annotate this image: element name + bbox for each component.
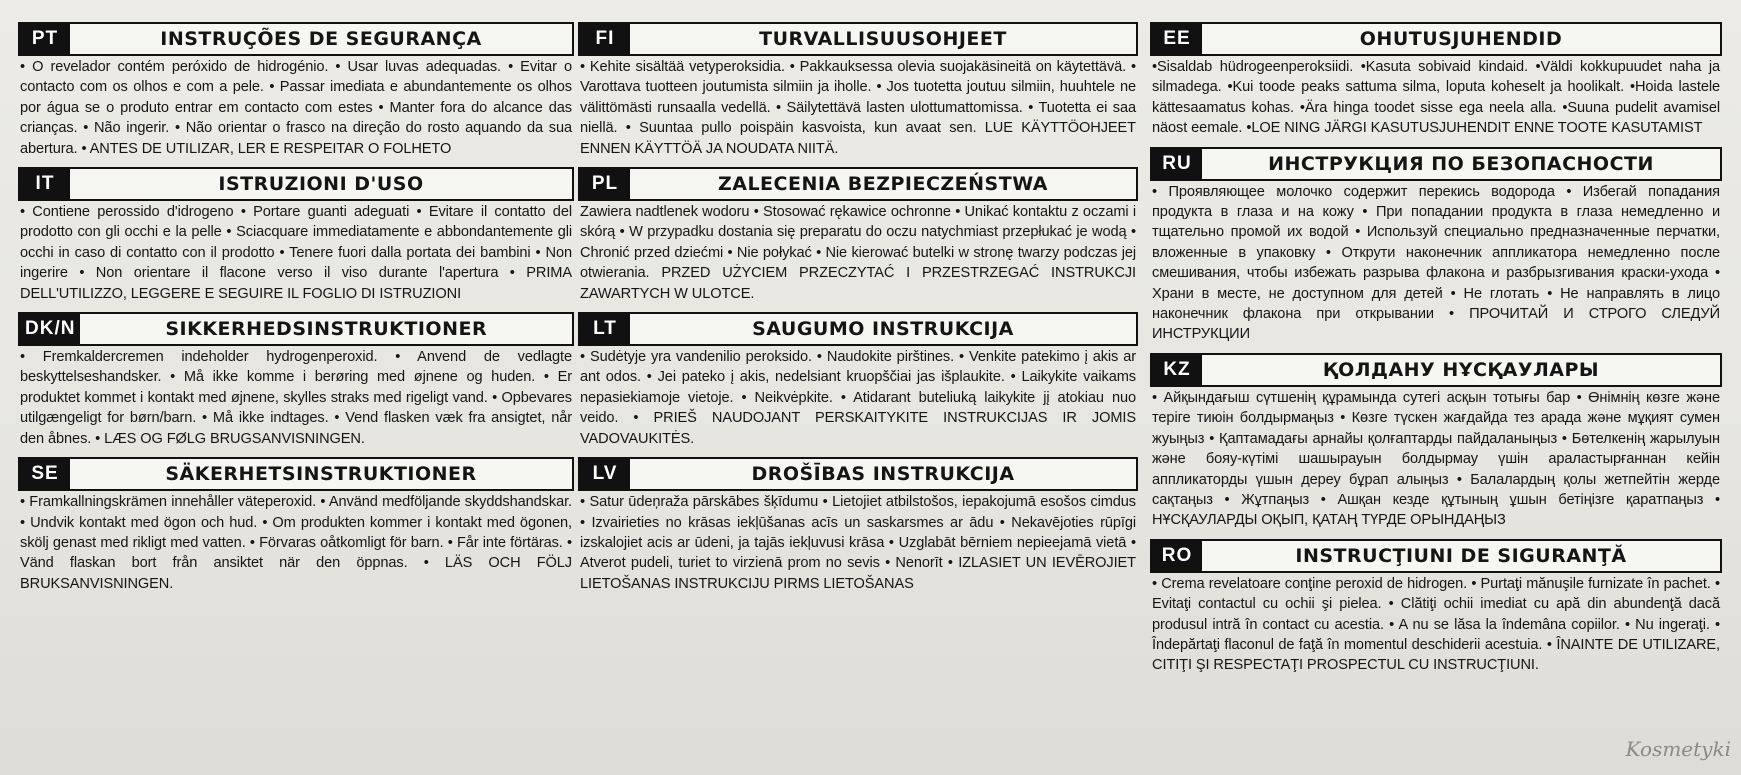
language-code: IT bbox=[20, 169, 70, 199]
section-text: •Sisaldab hüdrogeenperoksiidi. •Kasuta sobivaid kindaid. •Väldi kokkupuudet naha ja silmadega. •Kui toode peaks sattuma silma, loputa koheselt ja hoolikalt. •Hoida lastele kättesaamatus kohas. •Ära hinga toodet sisse ega neela alla. •Suuna pudelit avamisel näost eemale. •LOE NING JÄRGI KASUTUSJUHENDIT ENNE TOOTE KASUTAMIST bbox=[1152, 59, 1720, 137]
section-header bbox=[578, 312, 1138, 346]
column-middle bbox=[578, 22, 1138, 602]
section-pt bbox=[18, 22, 574, 159]
section-header bbox=[1150, 353, 1722, 387]
section-title: TURVALLISUUSOHJEET bbox=[759, 28, 1007, 50]
language-code: KZ bbox=[1152, 355, 1202, 385]
language-code: DK/N bbox=[20, 314, 80, 344]
section-header bbox=[18, 457, 574, 491]
language-code: LV bbox=[580, 459, 630, 489]
section-title: OHUTUSJUHENDID bbox=[1359, 28, 1563, 50]
section-header bbox=[18, 312, 574, 346]
section-header bbox=[578, 22, 1138, 56]
section-text: • Айқындағыш сүтшенің құрамында сутегі асқын тотығы бар • Өнімнің көзге және теріге тиюін болдырмаңыз • Көзге түскен жағдайда тез арада және мұқият сумен жуыңыз • Қаптамадағы арнайы қолғаптарды пайдаланыңыз • Бөтелкенің жарылуын және бояу-күтімі шашырауын болдырмау үшін араластырғаннан кейін аппликаторды үшын дереу бұрап алыңыз • Балалардың қолы жетпейтін жерде сақтаңыз • Жұтпаңыз • Ашқан кезде құтының ұшын бетіңізге қаратпаңыз • НҰСҚАУЛАРДЫ ОҚЫП, ҚАТАҢ ТҮРДЕ ОРЫНДАҢЫЗ bbox=[1152, 389, 1720, 529]
language-code: FI bbox=[580, 24, 630, 54]
section-title: ZALECENIA BEZPIECZEŃSTWA bbox=[717, 173, 1049, 196]
language-code: EE bbox=[1152, 24, 1202, 54]
section-it bbox=[18, 167, 574, 304]
section-title: ИНСТРУКЦИЯ ПО БЕЗОПАСНОСТИ bbox=[1268, 152, 1654, 175]
column-left bbox=[18, 22, 574, 602]
section-title: SAUGUMO INSTRUKCIJA bbox=[752, 318, 1014, 341]
language-code: PT bbox=[20, 24, 70, 54]
language-code: SE bbox=[20, 459, 70, 489]
section-title: INSTRUCŢIUNI DE SIGURANŢĂ bbox=[1295, 544, 1627, 567]
section-header bbox=[578, 167, 1138, 201]
section-title: ҚОЛДАНУ НҰСҚАУЛАРЫ bbox=[1322, 358, 1600, 381]
section-se bbox=[18, 457, 574, 594]
section-title: ISTRUZIONI D'USO bbox=[218, 173, 424, 196]
section-fi bbox=[578, 22, 1138, 159]
language-code: PL bbox=[580, 169, 630, 199]
section-text: • Kehite sisältää vetyperoksidia. • Pakkauksessa olevia suojakäsineitä on käytettävä. • Varottava tuotteen joutumista silmiin ja iholle. • Jos tuotetta joutuu silmiin, huuhtele ne välittömästi runsaalla vedellä. • Säilytettävä lasten ulottumattomissa. • Tuotetta ei saa niellä. • Suuntaa pullo poispäin kasvoista, kun avaat sen. LUE KÄYTTÖOHJEET ENNEN KÄYTTÖÄ JA NOUDATA NIITÄ. bbox=[580, 59, 1136, 157]
section-text: • Crema revelatoare conţine peroxid de hidrogen. • Purtaţi mănuşile furnizate în pachet. • Evitaţi contactul cu ochii şi pielea. • Clătiţi ochii imediat cu apă din abundenţă dacă produsul intră în contact cu acestia. • A nu se lăsa la îndemâna copiilor. • Nu ingeraţi. • Îndepărtaţi flaconul de faţă în momentul deschiderii acestuia. • ÎNAINTE DE UTILIZARE, CITIŢI ŞI RESPECTAŢI PROSPECTUL CU INSTRUCŢIUNI. bbox=[1152, 575, 1720, 674]
section-title: DROŠĪBAS INSTRUKCIJA bbox=[751, 463, 1015, 486]
section-ee bbox=[1150, 22, 1722, 139]
section-text: • Framkallningskrämen innehåller väteperoxid. • Använd medföljande skyddshandskar. • Undvik kontakt med ögon och hud. • Om produkten kommer i kontakt med ögonen, skölj genast med rikligt med vatten. • Förvaras oåtkomligt för barn. • Får inte förtäras. • Vänd flaskan bort från ansiktet när den öppnas. • LÄS OCH FÖLJ BRUKSANVISNINGEN. bbox=[20, 494, 572, 592]
section-ro bbox=[1150, 539, 1722, 676]
section-ru bbox=[1150, 147, 1722, 345]
section-title: INSTRUÇÕES DE SEGURANÇA bbox=[160, 28, 482, 50]
section-lv bbox=[578, 457, 1138, 594]
section-text: • Contiene perossido d'idrogeno • Portare guanti adeguati • Evitare il contatto del prodotto con gli occhi e la pelle • Sciacquare immediatamente e abbondantemente gli occhi in caso di contatto con il prodotto • Tenere fuori dalla portata dei bambini • Non ingerire • Non orientare il flacone verso il viso durante l'apertura • PRIMA DELL'UTILIZZO, LEGGERE E SEGUIRE IL FOGLIO DI ISTRUZIONI bbox=[20, 204, 572, 302]
column-right bbox=[1150, 22, 1722, 684]
section-pl bbox=[578, 167, 1138, 304]
section-header bbox=[1150, 539, 1722, 573]
section-text: • Проявляющее молочко содержит перекись водорода • Избегай попадания продукта в глаза и на кожу • При попадании продукта в глаза немедленно и тщательно промой их водой • Используй специально предназначенные перчатки, вложенные в упаковку • Открути наконечник аппликатора немедленно после смешивания, чтобы избежать разрыва флакона и разбрызгивания краски-ухода • Храни в месте, не доступном для детей • Не глотать • Не направлять в лицо наконечник флакона при открывании • ПРОЧИТАЙ И СТРОГО СЛЕДУЙ ИНСТРУКЦИИ bbox=[1152, 183, 1720, 343]
section-text: • Satur ūdeņraža pārskābes šķīdumu • Lietojiet atbilstošos, iepakojumā esošos cimdus • Izvairieties no krāsas iekļūšanas acīs un saskarsmes ar ādu • Nekavējoties rūpīgi izskalojiet acis ar ūdeni, ja tajās iekļuvusi krāsa • Uzglabāt bērniem nepieejamā vietā • Atverot pudeli, turiet to virzienā prom no sevis • Nenorīt • IZLASIET UN IEVĒROJIET LIETOŠANAS INSTRUKCIJU PIRMS LIETOŠANAS bbox=[580, 494, 1136, 592]
section-header bbox=[578, 457, 1138, 491]
language-code: RU bbox=[1152, 149, 1202, 179]
section-header bbox=[18, 22, 574, 56]
section-header bbox=[1150, 147, 1722, 181]
section-kz bbox=[1150, 353, 1722, 531]
section-text: • Sudėtyje yra vandenilio peroksido. • Naudokite pirštines. • Venkite patekimo į akis ar ant odos. • Jei pateko į akis, nedelsiant kruopščiai jas išplaukite. • Laikykite vaikams nepasiekiamoje vietoje. • Neikvėpkite. • Atidarant buteliuką laikykite jį atokiau nuo veido. • PRIEŠ NAUDOJANT PERSKAITYKITE INSTRUKCIJAS IR JOMIS VADOVAUKITĖS. bbox=[580, 349, 1136, 447]
language-code: LT bbox=[580, 314, 630, 344]
watermark: Kosmetyki bbox=[1625, 737, 1731, 761]
section-text: • O revelador contém peróxido de hidrogénio. • Usar luvas adequadas. • Evitar o contacto com os olhos e com a pele. • Passar imediata e abundantemente os olhos por água se o produto entrar em contacto com estes • Manter fora do alcance das crianças. • Não ingerir. • Não orientar o frasco na direção do rosto aquando da sua abertura. • ANTES DE UTILIZAR, LER E RESPEITAR O FOLHETO bbox=[20, 59, 572, 157]
section-header bbox=[1150, 22, 1722, 56]
language-code: RO bbox=[1152, 541, 1202, 571]
section-text: Zawiera nadtlenek wodoru • Stosować rękawice ochronne • Unikać kontaktu z oczami i skórą • W przypadku dostania się preparatu do oczu natychmiast przepłukać je wodą • Chronić przed dziećmi • Nie połykać • Nie kierować butelki w stronę twarzy podczas jej otwierania. PRZED UŻYCIEM PRZECZYTAĆ I PRZESTRZEGAĆ INSTRUKCJI ZAWARTYCH W ULOTCE. bbox=[580, 204, 1136, 302]
section-text: • Fremkaldercremen indeholder hydrogenperoxid. • Anvend de vedlagte beskyttelseshandsker. • Må ikke komme i berøring med øjnene og huden. • Er produktet kommet i kontakt med øjnene, skylles straks med rigeligt vand. • Opbevares utilgængeligt for børn/barn. • Må ikke indtages. • Vend flasken væk fra ansigtet, når den åbnes. • LÆS OG FØLG BRUGSANVISNINGEN. bbox=[20, 349, 572, 447]
section-lt bbox=[578, 312, 1138, 449]
section-dkn bbox=[18, 312, 574, 449]
section-title: SIKKERHEDSINSTRUKTIONER bbox=[165, 318, 488, 341]
section-title: SÄKERHETSINSTRUKTIONER bbox=[165, 463, 477, 486]
section-header bbox=[18, 167, 574, 201]
